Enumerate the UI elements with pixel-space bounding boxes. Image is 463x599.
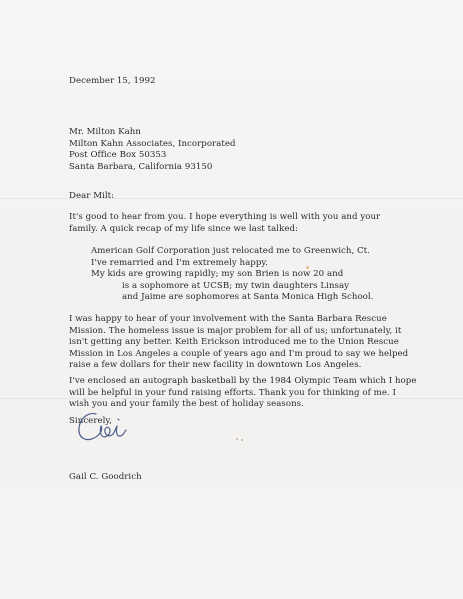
ink-spot [241, 439, 243, 441]
handwritten-signature [74, 404, 136, 450]
recipient-name: Mr. Milton Kahn [69, 127, 141, 137]
paragraph-line: isn't getting any better. Keith Erickson introduced me to the Union Rescue [69, 337, 399, 348]
paragraph-line: family. A quick recap of my life since we last talked: [69, 223, 298, 234]
life-recap-list [69, 246, 374, 304]
paragraph-line: I was happy to hear of your involvement with the Santa Barbara Rescue [69, 314, 387, 324]
recipient-address-line-1: Post Office Box 50353 [69, 150, 167, 161]
closing: Sincerely, [69, 416, 112, 426]
recipient-company: Milton Kahn Associates, Incorporated [69, 138, 236, 149]
paragraph-line: Mission in Los Angeles a couple of years ago and I'm proud to say we helped [69, 348, 409, 359]
paragraph-1 [69, 212, 380, 235]
paragraph-line: will be helpful in your fund raising efforts. Thank you for thinking of me. I [69, 387, 396, 398]
recap-line: American Golf Corporation just relocated me to Greenwich, Ct. [91, 246, 370, 256]
recipient-address-line-2: Santa Barbara, California 93150 [69, 161, 213, 172]
recap-line: is a sophomore at UCSB; my twin daughters Linsay [122, 280, 350, 291]
signature-name: Gail C. Goodrich [69, 472, 142, 482]
salutation: Dear Milt: [69, 191, 115, 201]
recipient-address-block [69, 127, 236, 173]
recap-line: My kids are growing rapidly; my son Brien is now 20 and [91, 269, 344, 280]
paragraph-line: I've enclosed an autograph basketball by the 1984 Olympic Team which I hope [69, 376, 417, 386]
recap-line: and Jaime are sophomores at Santa Monica High School. [122, 292, 374, 303]
paragraph-line: It's good to hear from you. I hope everything is well with you and your [69, 212, 381, 222]
paragraph-line: raise a few dollars for their new facility in downtown Los Angeles. [69, 360, 362, 371]
paragraph-2 [69, 314, 408, 372]
recap-line: I've remarried and I'm extremely happy. [91, 257, 268, 268]
paragraph-line: Mission. The homeless issue is major problem for all of us; unfortunately, it [69, 325, 402, 336]
letter-date: December 15, 1992 [69, 76, 156, 86]
ink-spot [236, 438, 238, 440]
paragraph-line: wish you and your family the best of holiday seasons. [69, 399, 304, 410]
ink-spot [306, 266, 309, 269]
